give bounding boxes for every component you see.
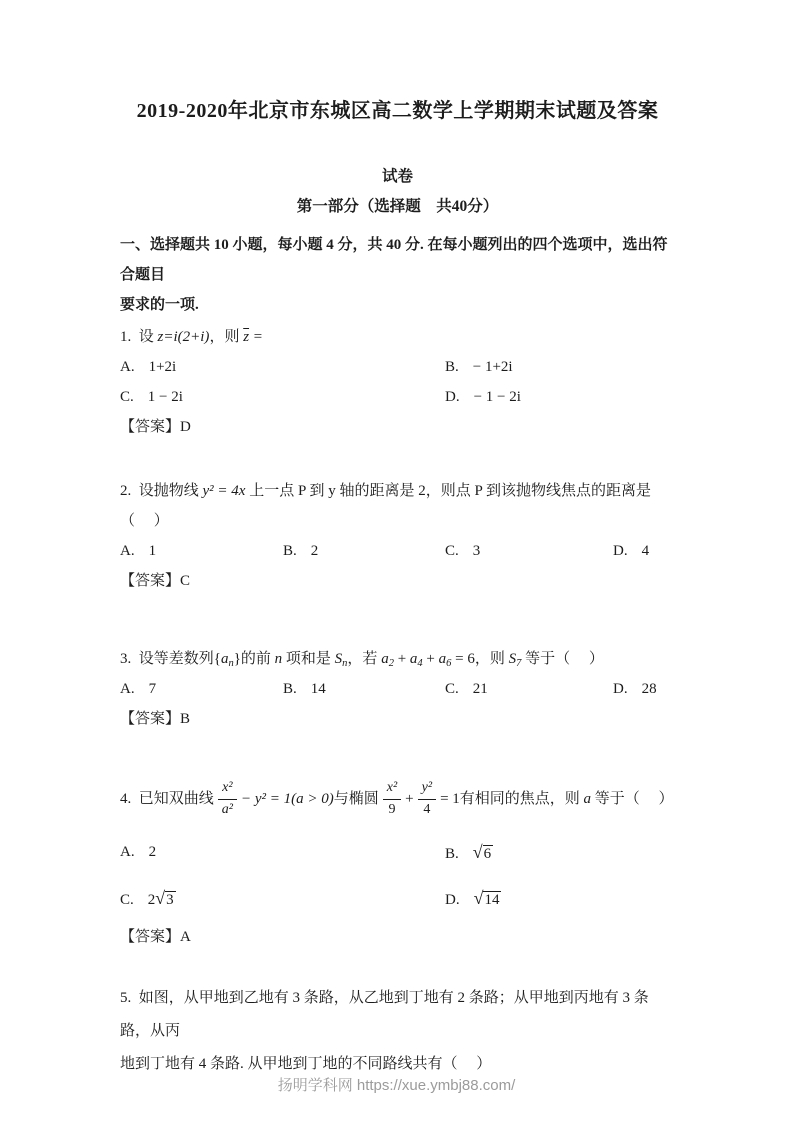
question-2-stem [120,476,675,536]
option-label: A. [120,359,135,375]
option-label: A. [120,543,135,559]
sum-symbol: S [508,651,517,667]
answer-label: 【答案】 [120,711,181,727]
fraction-denominator: a² [221,801,233,817]
sum-symbol: S [334,651,343,667]
option-c [445,674,613,704]
radicand: 3 [166,892,174,908]
option-d [613,536,675,566]
option-label: C. [445,543,459,559]
fraction-denominator: 4 [423,801,431,817]
option-text: 2 [310,543,319,559]
answer-value: B [180,711,191,727]
option-text: 14 [310,681,326,697]
option-d [445,382,675,412]
math-expression: z=i(2+i) [157,329,210,345]
question-4 [120,768,675,952]
option-text: 3 [472,543,481,559]
question-1-answer [120,412,675,442]
answer-label: 【答案】 [120,573,181,589]
radical-icon: √ [473,888,484,908]
paper-type-label: 试卷 [381,168,413,185]
option-label: C. [445,681,459,697]
radicand: 14 [484,892,500,908]
operator: + [422,651,439,667]
option-c [445,536,613,566]
footer-watermark [0,1076,793,1096]
option-text: 28 [641,681,657,697]
instructions-line-1: 一、选择题共 10 小题，每小题 4 分，共 40 分. 在每小题列出的四个选项中，选出符合题目 [120,237,668,283]
option-text: 2 [148,844,157,860]
question-4-stem [120,768,675,830]
sequence-term: a [220,651,229,667]
stem-text: 2. 设抛物线 [120,483,203,499]
option-label: C. [120,892,134,908]
question-3 [120,644,675,734]
question-1-stem [120,322,675,352]
option-label: C. [120,389,134,405]
sqrt-expression [472,842,493,862]
n-variable: n [274,651,283,667]
option-label: D. [445,389,460,405]
option-label: A. [120,681,135,697]
question-5-stem-line-1: 5. 如图，从甲地到乙地有 3 条路，从乙地到丁地有 2 条路；从甲地到丙地有 3 条路，从丙 [120,990,649,1039]
fraction-x2-9 [383,779,401,818]
stem-text: = [249,329,263,345]
footer-site-text: 扬明学科网 https://xue.ymbj88.com/ [277,1077,516,1094]
option-a [120,536,283,566]
subscript: 2 [388,658,394,669]
stem-text: 与椭圆 [333,791,379,807]
option-text: 4 [641,543,650,559]
question-2-options [120,536,675,566]
answer-value: D [180,419,191,435]
question-3-options [120,674,675,704]
option-text: 1+2i [148,359,177,375]
stem-text: ，则 [209,329,244,345]
option-text: − 1 − 2i [473,389,521,405]
subscript: 7 [516,658,522,669]
sqrt-expression [473,888,502,908]
subscript: n [342,658,348,669]
option-text: 1 [148,543,157,559]
option-label: B. [445,359,459,375]
option-a [120,830,445,876]
option-b [445,352,675,382]
option-label: B. [283,543,297,559]
answer-value: A [180,929,191,945]
stem-text: 等于（ ） [591,791,674,807]
stem-text: ，若 [347,651,382,667]
option-c [120,876,445,922]
question-1 [120,322,675,442]
radical-icon: √ [155,888,166,908]
option-d [445,876,675,922]
radicand: 6 [483,846,492,862]
subscript: 4 [417,658,423,669]
stem-text: 有相同的焦点，则 [459,791,584,807]
operator: + [393,651,410,667]
sequence-term: a [409,651,418,667]
option-label: A. [120,844,135,860]
question-4-answer [120,922,675,952]
question-5-stem-line-2: 地到丁地有 4 条路. 从甲地到丁地的不同路线共有（ ） [120,1056,492,1072]
fraction-numerator: x² [218,779,237,799]
fraction-numerator: x² [383,779,401,799]
fraction-numerator: y² [418,779,436,799]
option-label: D. [613,543,628,559]
option-a [120,674,283,704]
option-a [120,352,445,382]
a-variable: a [583,791,592,807]
equation-text: = 6 [451,651,475,667]
stem-text: 1. 设 [120,329,158,345]
question-2-answer [120,566,675,596]
stem-text: 3. 设等差数列{ [120,651,221,667]
option-text: 2 [147,892,156,908]
option-label: D. [613,681,628,697]
option-c [120,382,445,412]
option-label: D. [445,892,460,908]
fraction-x2-a2 [218,779,237,818]
question-2 [120,476,675,596]
answer-value: C [180,573,191,589]
subscript: n [228,658,234,669]
sequence-term: a [438,651,447,667]
section-heading: 第一部分（选择题 共40分） [296,198,499,215]
instructions-line-2: 要求的一项. [120,297,199,313]
parabola-equation: y² = 4x [202,483,246,499]
question-3-answer [120,704,675,734]
page-title: 2019-2020年北京市东城区高二数学上学期期末试题及答案 [136,100,659,122]
answer-label: 【答案】 [120,929,181,945]
equation-text: = 1 [440,791,460,807]
option-text: 1 − 2i [147,389,183,405]
fraction-denominator: 9 [388,801,396,817]
radical-icon: √ [472,842,483,862]
question-3-stem [120,644,675,674]
option-text: 7 [148,681,157,697]
stem-text: 4. 已知双曲线 [120,791,214,807]
option-label: B. [283,681,297,697]
sequence-term: a [381,651,389,667]
option-b [445,830,675,876]
stem-text: 项和是 [282,651,335,667]
option-d [613,674,675,704]
question-4-options [120,830,675,922]
option-text: − 1+2i [472,359,513,375]
subscript: 6 [446,658,452,669]
option-text: 21 [472,681,488,697]
plus-operator: + [405,791,414,807]
option-b [283,536,445,566]
sqrt-expression [155,888,175,908]
stem-text: 等于（ ） [521,651,604,667]
question-5 [120,982,675,1081]
question-1-options [120,352,675,412]
stem-text: ，则 [474,651,509,667]
option-label: B. [445,846,459,862]
stem-text: }的前 [233,651,275,667]
hyperbola-equation: − y² = 1(a > 0) [240,791,334,807]
fraction-y2-4 [418,779,436,818]
answer-label: 【答案】 [120,419,181,435]
stem-text: 上一点 P 到 y 轴的距离是 2，则点 P 到该抛物线焦点的距离是（ ） [120,483,652,529]
option-b [283,674,445,704]
conjugate-z-expression: $\overline{z}$ [243,329,250,345]
